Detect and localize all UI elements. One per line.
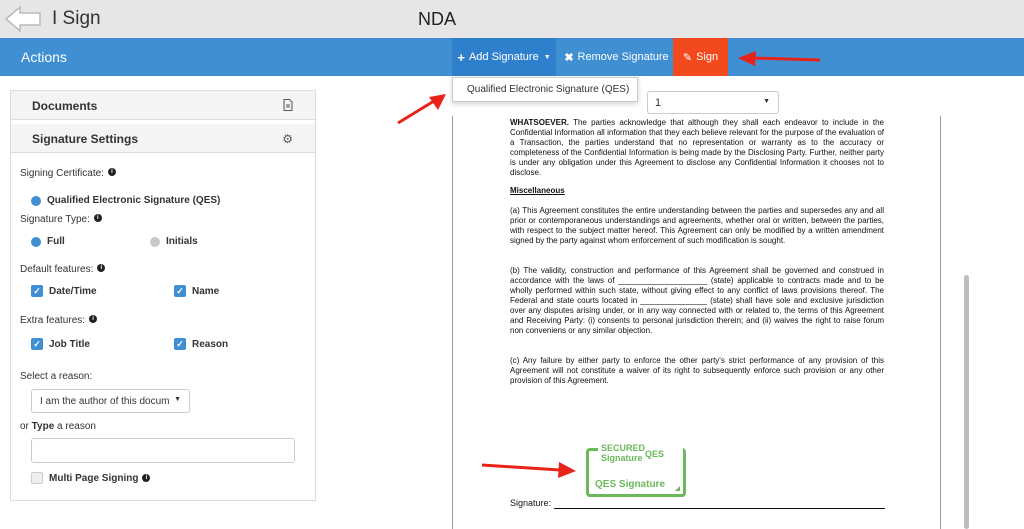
remove-signature-button[interactable] bbox=[562, 38, 671, 76]
page-number-select[interactable] bbox=[647, 91, 779, 114]
documents-header-label: Documents bbox=[32, 99, 98, 113]
type-reason-bold: Type bbox=[31, 421, 55, 432]
doc-paragraph-a: (a) This Agreement constitutes the entire understanding between the parties and supersedes any and all prior or contemporaneous understandings and agreements, whether oral or written, between the parties, with respect to the subject matter hereof. This Agreement can only be modified by a written amendment signed by the party against whom enforcement of such modification is sought. bbox=[510, 206, 884, 245]
add-signature-label: Add Signature bbox=[468, 51, 539, 63]
default-features-label bbox=[20, 264, 105, 275]
document-title: NDA bbox=[418, 9, 457, 29]
datetime-label: Date/Time bbox=[49, 285, 97, 297]
add-signature-menu bbox=[452, 77, 638, 102]
radio-selected-icon bbox=[31, 237, 41, 247]
qes-signature-stamp[interactable] bbox=[586, 443, 686, 497]
stamp-label: QES Signature bbox=[595, 479, 666, 490]
certificate-qes-radio[interactable] bbox=[31, 195, 220, 206]
type-reason-suffix: a reason bbox=[54, 421, 96, 432]
sign-label: Sign bbox=[696, 51, 719, 63]
name-checkbox[interactable] bbox=[174, 285, 219, 297]
signature-type-initials-label: Initials bbox=[166, 236, 198, 247]
signature-type-full-label: Full bbox=[47, 236, 65, 247]
app-title: I Sign bbox=[52, 8, 101, 29]
stamp-qes-text: QES bbox=[645, 449, 665, 459]
add-signature-button[interactable] bbox=[452, 38, 556, 76]
checkbox-empty-icon bbox=[31, 472, 43, 484]
signing-certificate-text: Signing Certificate: bbox=[20, 168, 104, 179]
radio-unselected-icon bbox=[150, 237, 160, 247]
caret-down-icon: ▼ bbox=[763, 98, 770, 105]
reason-select[interactable] bbox=[31, 389, 190, 413]
sign-button[interactable] bbox=[673, 38, 728, 76]
multi-page-label: Multi Page Signing bbox=[49, 472, 139, 484]
doc-paragraph-c: (c) Any failure by either party to enforce the other party's strict performance of any provision of this Agreement will not constitute a waiver of its right to subsequently enforce such provision or any other provision of this Agreement. bbox=[510, 356, 884, 385]
select-reason-label: Select a reason: bbox=[20, 371, 93, 382]
extra-features-text: Extra features: bbox=[20, 315, 86, 326]
certificate-qes-label: Qualified Electronic Signature (QES) bbox=[47, 195, 221, 206]
checkmark-icon: ✓ bbox=[31, 338, 43, 350]
radio-selected-icon bbox=[31, 196, 41, 206]
signature-settings-label: Signature Settings bbox=[32, 132, 139, 146]
datetime-checkbox[interactable] bbox=[31, 285, 97, 297]
signing-certificate-label bbox=[20, 168, 116, 179]
type-reason-input[interactable] bbox=[31, 438, 295, 463]
name-label: Name bbox=[192, 285, 220, 297]
extra-features-label bbox=[20, 315, 97, 326]
info-icon[interactable]: i bbox=[142, 474, 150, 482]
document-scrollbar[interactable] bbox=[964, 275, 969, 529]
default-features-text: Default features: bbox=[20, 264, 94, 275]
doc-paragraph-1-bold: WHATSOEVER. bbox=[510, 118, 569, 127]
reason-checkbox[interactable] bbox=[174, 338, 228, 350]
signature-line bbox=[554, 508, 885, 509]
info-icon[interactable]: i bbox=[97, 264, 105, 272]
signature-type-text: Signature Type: bbox=[20, 214, 90, 225]
signature-field-label: Signature: bbox=[510, 498, 552, 508]
document-icon bbox=[283, 99, 293, 114]
secured-signature-logo: SECURED Signature bbox=[598, 443, 683, 463]
signature-type-full-radio[interactable] bbox=[31, 236, 65, 247]
gears-icon: ⚙ bbox=[282, 132, 293, 146]
back-arrow-icon[interactable] bbox=[4, 5, 42, 33]
multi-page-checkbox[interactable] bbox=[31, 472, 150, 484]
type-reason-prefix: or bbox=[20, 421, 32, 432]
signature-type-initials-radio[interactable] bbox=[150, 236, 198, 247]
page-number-value: 1 bbox=[655, 97, 662, 109]
close-icon: ✖ bbox=[564, 51, 574, 64]
resize-handle-icon[interactable] bbox=[675, 486, 680, 491]
doc-paragraph-1 bbox=[510, 118, 884, 178]
caret-down-icon: ▼ bbox=[543, 53, 551, 61]
info-icon[interactable]: i bbox=[94, 214, 102, 222]
action-bar bbox=[0, 38, 1024, 76]
actions-label: Actions bbox=[21, 49, 67, 65]
doc-paragraph-b: (b) The validity, construction and performance of this Agreement shall be governed and construed in accordance with the laws of ____________________ (state) applicable to contracts made and to be wholly performed within such state, without giving effect to any conflict of laws provisions thereof. The Federal and state courts located in _______________ (state) shall have sole and exclusive jurisdiction over any disputes arising under, or in any way connected with or related to, the terms of this Agreement and Receiving Party: (i) consents to personal jurisdiction therein; and (ii) waives the right to raise forum non conveniens or any similar objection. bbox=[510, 266, 884, 335]
plus-icon: + bbox=[457, 49, 465, 65]
remove-signature-label: Remove Signature bbox=[577, 51, 669, 63]
checkmark-icon: ✓ bbox=[31, 285, 43, 297]
menu-item-qes[interactable]: Qualified Electronic Signature (QES) bbox=[467, 84, 630, 95]
job-title-label: Job Title bbox=[49, 338, 90, 350]
info-icon[interactable]: i bbox=[89, 315, 97, 323]
doc-misc-heading: Miscellaneous bbox=[510, 186, 565, 195]
info-icon[interactable]: i bbox=[108, 168, 116, 176]
reason-select-value: I am the author of this docum bbox=[40, 396, 170, 407]
doc-paragraph-1-text: The parties acknowledge that although they shall each endeavor to include in the Confidential Information all information that they each believe relevant for the purpose of the evaluation of a Transaction, the parties understand that no representation or warranty as to the accuracy or completeness of the Confidential Information is being made by the Disclosing Party. Further, neither party is under any obligation under this Agreement to disclose any Confidential Information it chooses not to disclose. bbox=[510, 118, 885, 177]
reason-label: Reason bbox=[192, 338, 229, 350]
type-reason-label bbox=[20, 421, 96, 432]
pencil-icon: ✎ bbox=[682, 51, 693, 64]
title-bar bbox=[0, 0, 1024, 38]
arrow-to-qes-menu bbox=[398, 94, 446, 123]
checkmark-icon: ✓ bbox=[174, 285, 186, 297]
signature-settings-header[interactable] bbox=[11, 124, 315, 153]
caret-down-icon: ▼ bbox=[174, 396, 181, 403]
signature-type-label bbox=[20, 214, 102, 225]
job-title-checkbox[interactable] bbox=[31, 338, 90, 350]
checkmark-icon: ✓ bbox=[174, 338, 186, 350]
documents-header[interactable] bbox=[11, 91, 315, 120]
